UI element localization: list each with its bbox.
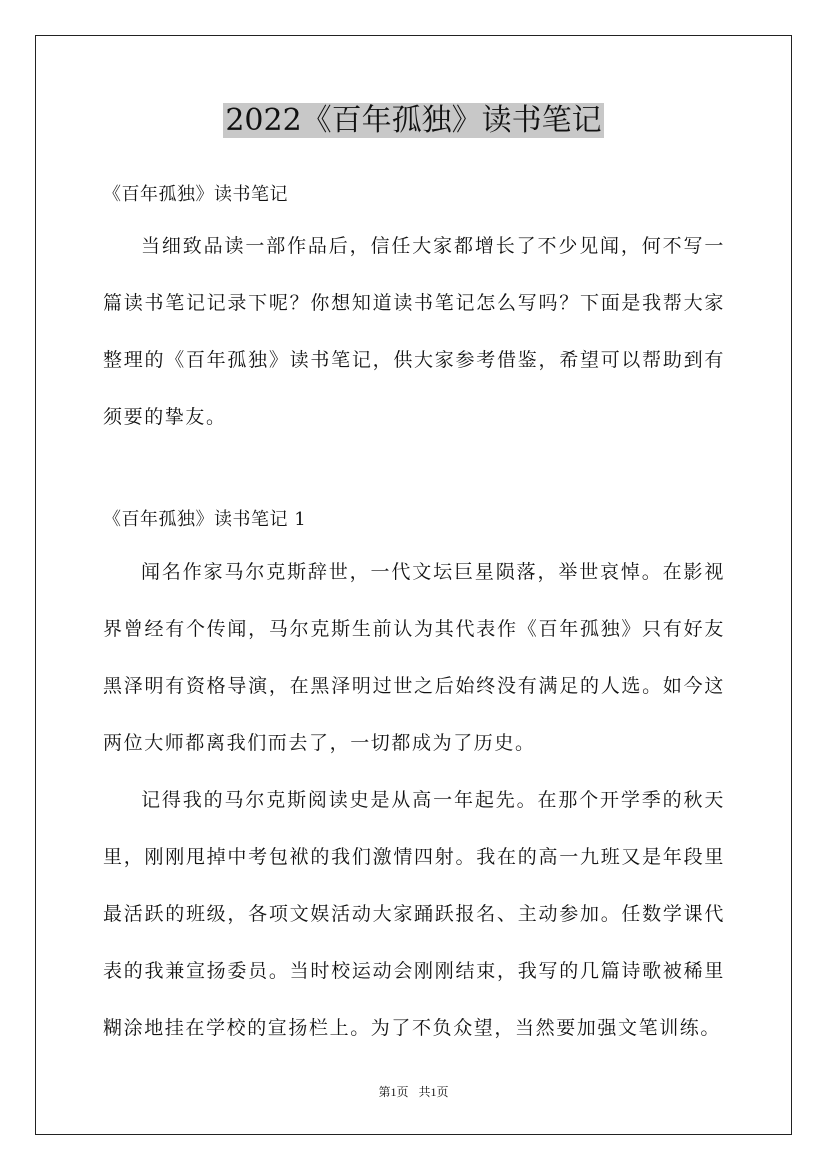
- page-total: 共1页: [418, 1085, 449, 1099]
- page-footer: [0, 1084, 827, 1100]
- body-paragraph-1: 闻名作家马尔克斯辞世，一代文坛巨星陨落，举世哀悼。在影视界曾经有个传闻，马尔克斯生前认为其代表作《百年孤独》只有好友黑泽明有资格导演，在黑泽明过世之后始终没有满足的人选。如今这两位大师都离我们而去了，一切都成为了历史。: [103, 561, 725, 754]
- intro-heading: 《百年孤独》读书笔记: [103, 184, 288, 205]
- intro-paragraph: 当细致品读一部作品后，信任大家都增长了不少见闻，何不写一篇读书笔记记录下呢？你想知道读书笔记怎么写吗？下面是我帮大家整理的《百年孤独》读书笔记，供大家参考借鉴，希望可以帮助到有须要的挚友。: [103, 235, 725, 428]
- section-heading: 《百年孤独》读书笔记 1: [103, 509, 307, 530]
- section-body: [103, 544, 725, 1057]
- document-title: [0, 98, 827, 144]
- document-title-text: 2022《百年孤独》读书笔记: [225, 103, 602, 138]
- intro-section: [103, 218, 725, 446]
- body-paragraph-2: 记得我的马尔克斯阅读史是从高一年起先。在那个开学季的秋天里，刚刚甩掉中考包袱的我们激情四射。我在的高一九班又是年段里最活跃的班级，各项文娱活动大家踊跃报名、主动参加。任数学课代表的我兼宣扬委员。当时校运动会刚刚结束，我写的几篇诗歌被稀里糊涂地挂在学校的宣扬栏上。为了不负众望，当然要加强文笔训练。: [103, 789, 725, 1039]
- page-number: 第1页: [378, 1085, 409, 1099]
